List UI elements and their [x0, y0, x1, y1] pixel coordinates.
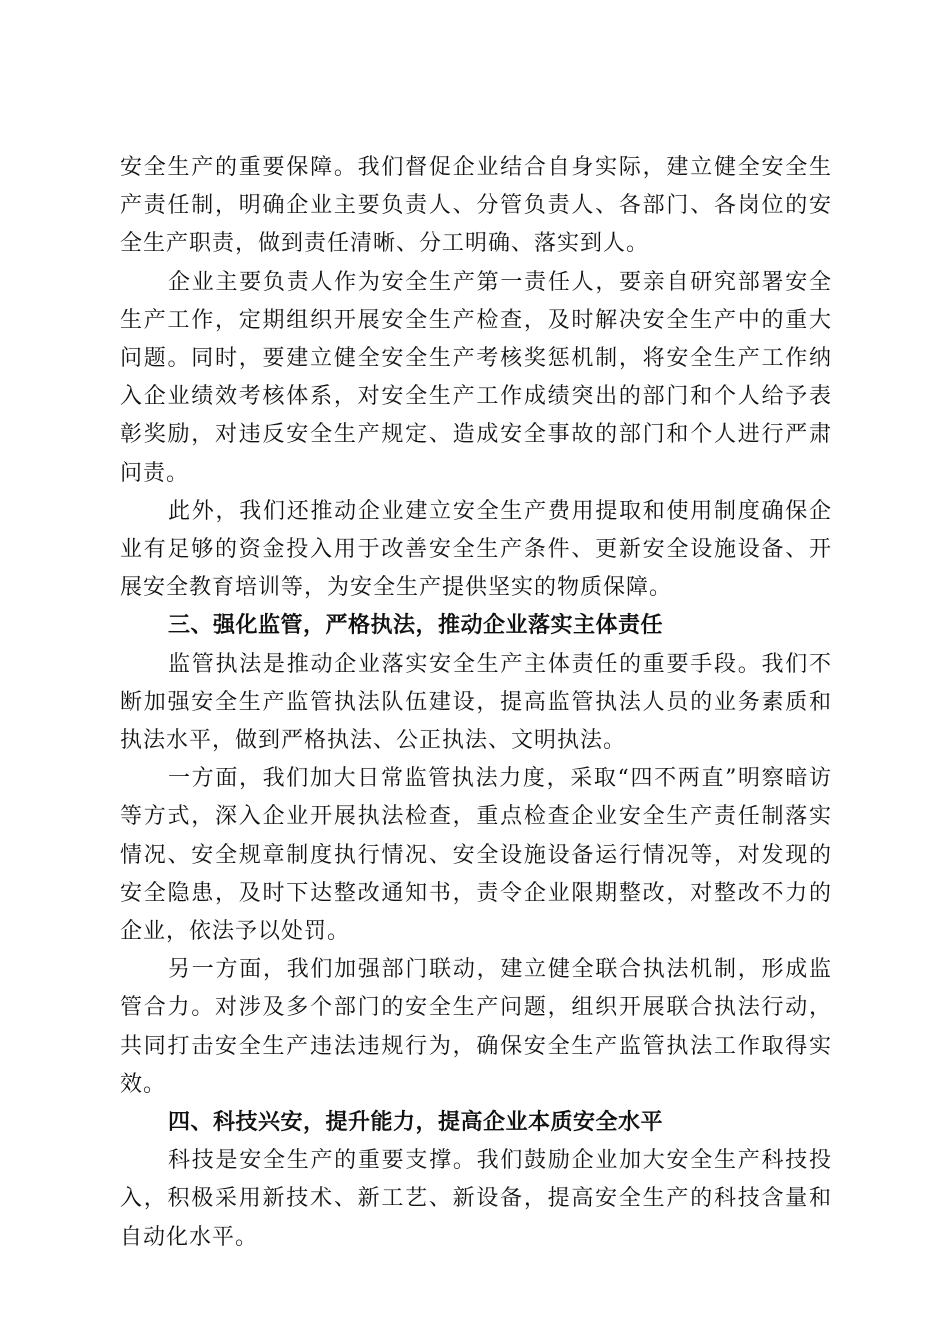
- paragraph-safety-funds: 此外，我们还推动企业建立安全生产费用提取和使用制度确保企业有足够的资金投入用于改善安全生产条件、更新安全设施设备、开展安全教育培训等，为安全生产提供坚实的物质保障。: [120, 498, 832, 601]
- paragraph-continued: 安全生产的重要保障。我们督促企业结合自身实际，建立健全安全生产责任制，明确企业主要负责人、分管负责人、各部门、各岗位的安全生产职责，做到责任清晰、分工明确、落实到人。: [120, 155, 832, 257]
- section-heading-4: 四、科技兴安，提升能力，提高企业本质安全水平: [168, 1110, 664, 1136]
- paragraph-joint-enforcement: 另一方面，我们加强部门联动，建立健全联合执法机制，形成监管合力。对涉及多个部门的安全生产问题，组织开展联合执法行动，共同打击安全生产违法违规行为，确保安全生产监管执法工作取得实效。: [120, 957, 832, 1097]
- section-heading-3: 三、强化监管，严格执法，推动企业落实主体责任: [168, 613, 664, 639]
- paragraph-enforcement-intro: 监管执法是推动企业落实安全生产主体责任的重要手段。我们不断加强安全生产监管执法队伍建设，提高监管执法人员的业务素质和执法水平，做到严格执法、公正执法、文明执法。: [120, 651, 832, 754]
- paragraph-technology: 科技是安全生产的重要支撑。我们鼓励企业加大安全生产科技投入，积极采用新技术、新工艺、新设备，提高安全生产的科技含量和自动化水平。: [120, 1148, 832, 1250]
- paragraph-daily-inspection: 一方面，我们加大日常监管执法力度，采取“四不两直”明察暗访等方式，深入企业开展执法检查，重点检查企业安全生产责任制落实情况、安全规章制度执行情况、安全设施设备运行情况等，对发现的安全隐患，及时下达整改通知书，责令企业限期整改，对整改不力的企业，依法予以处罚。: [120, 766, 832, 945]
- paragraph-main-responsible: 企业主要负责人作为安全生产第一责任人，要亲自研究部署安全生产工作，定期组织开展安全生产检查，及时解决安全生产中的重大问题。同时，要建立健全安全生产考核奖惩机制，将安全生产工作纳入企业绩效考核体系，对安全生产工作成绩突出的部门和个人给予表彰奖励，对违反安全生产规定、造成安全事故的部门和个人进行严肃问责。: [120, 269, 832, 486]
- document-body: [120, 149, 832, 1257]
